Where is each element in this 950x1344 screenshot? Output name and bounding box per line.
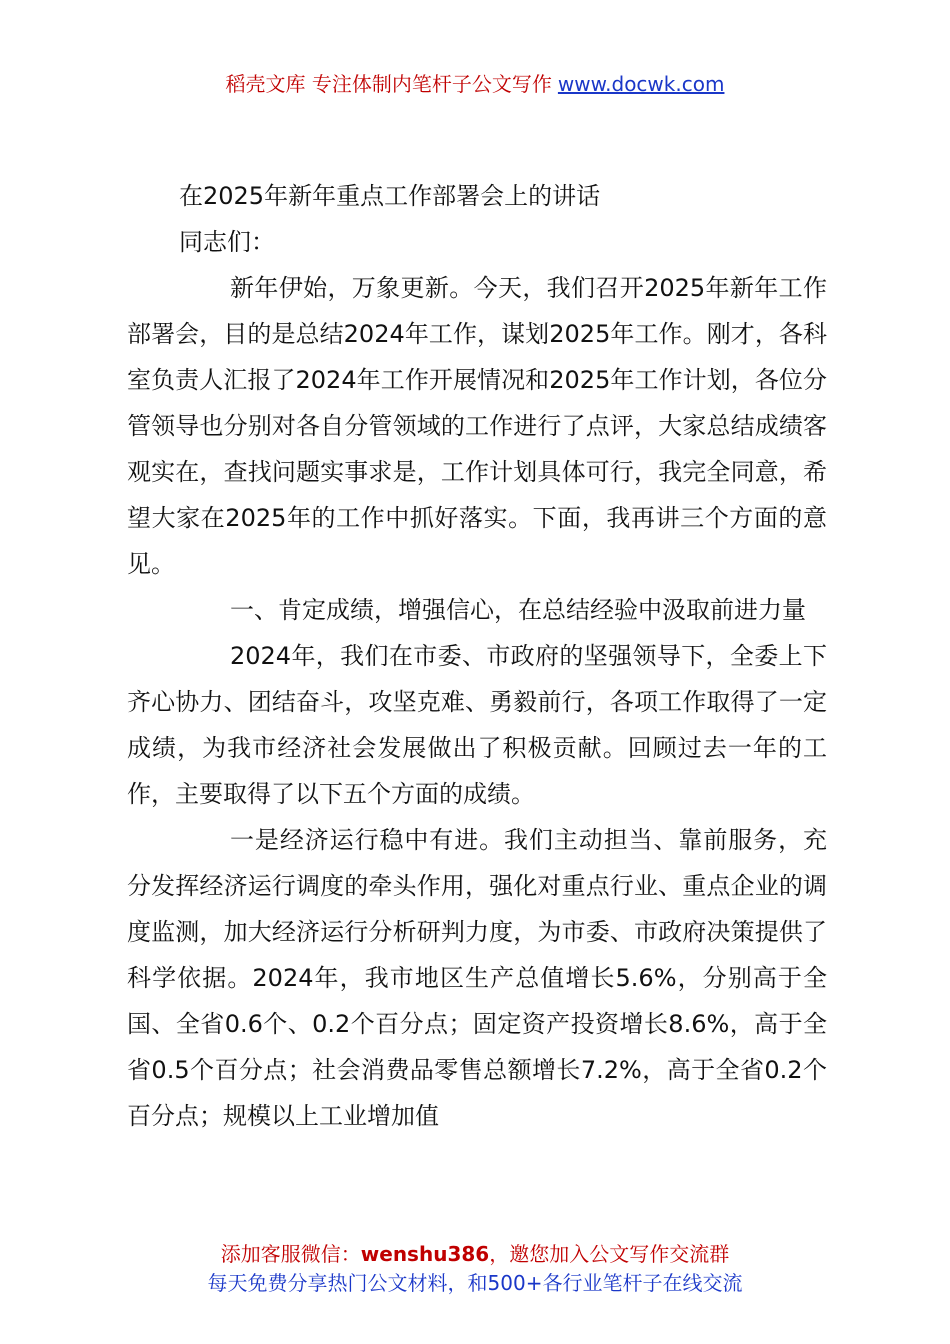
footer-suffix: ，邀您加入公文写作交流群 [489, 1242, 730, 1266]
footer-banner [0, 1240, 950, 1298]
footer-prefix: 添加客服微信： [220, 1242, 361, 1266]
site-link[interactable]: www.docwk.com [557, 72, 725, 96]
footer-contact-line [0, 1240, 950, 1269]
document-title: 在2025年新年重点工作部署会上的讲话 [179, 182, 601, 210]
footer-promo-line: 每天免费分享热门公文材料，和500+各行业笔杆子在线交流 [207, 1271, 743, 1295]
header-banner [0, 70, 950, 98]
wechat-id: wenshu386 [360, 1242, 490, 1266]
brand-text: 稻壳文库 专注体制内笔杆子公文写作 [225, 72, 552, 96]
paragraph-intro: 新年伊始，万象更新。今天，我们召开2025年新年工作部署会，目的是总结2024年工作，谋划2025年工作。刚才，各科室负责人汇报了2024年工作开展情况和2025年工作计划，各位分管领导也分别对各自分管领域的工作进行了点评，大家总结成绩客观实在，查找问题实事求是，工作计划具体可行，我完全同意，希望大家在2025年的工作中抓好落实。下面，我再讲三个方面的意见。 [127, 274, 827, 578]
paragraph-economy: 一是经济运行稳中有进。我们主动担当、靠前服务，充分发挥经济运行调度的牵头作用，强化对重点行业、重点企业的调度监测，加大经济运行分析研判力度，为市委、市政府决策提供了科学依据。2024年，我市地区生产总值增长5.6%，分别高于全国、全省0.6个、0.2个百分点；固定资产投资增长8.6%，高于全省0.5个百分点；社会消费品零售总额增长7.2%，高于全省0.2个百分点；规模以上工业增加值 [127, 826, 827, 1130]
document-body [127, 173, 827, 1139]
section-heading-1: 一、肯定成绩，增强信心，在总结经验中汲取前进力量 [230, 596, 806, 624]
salutation: 同志们： [179, 228, 275, 256]
paragraph-review: 2024年，我们在市委、市政府的坚强领导下，全委上下齐心协力、团结奋斗，攻坚克难、勇毅前行，各项工作取得了一定成绩，为我市经济社会发展做出了积极贡献。回顾过去一年的工作，主要取得了以下五个方面的成绩。 [127, 642, 827, 808]
